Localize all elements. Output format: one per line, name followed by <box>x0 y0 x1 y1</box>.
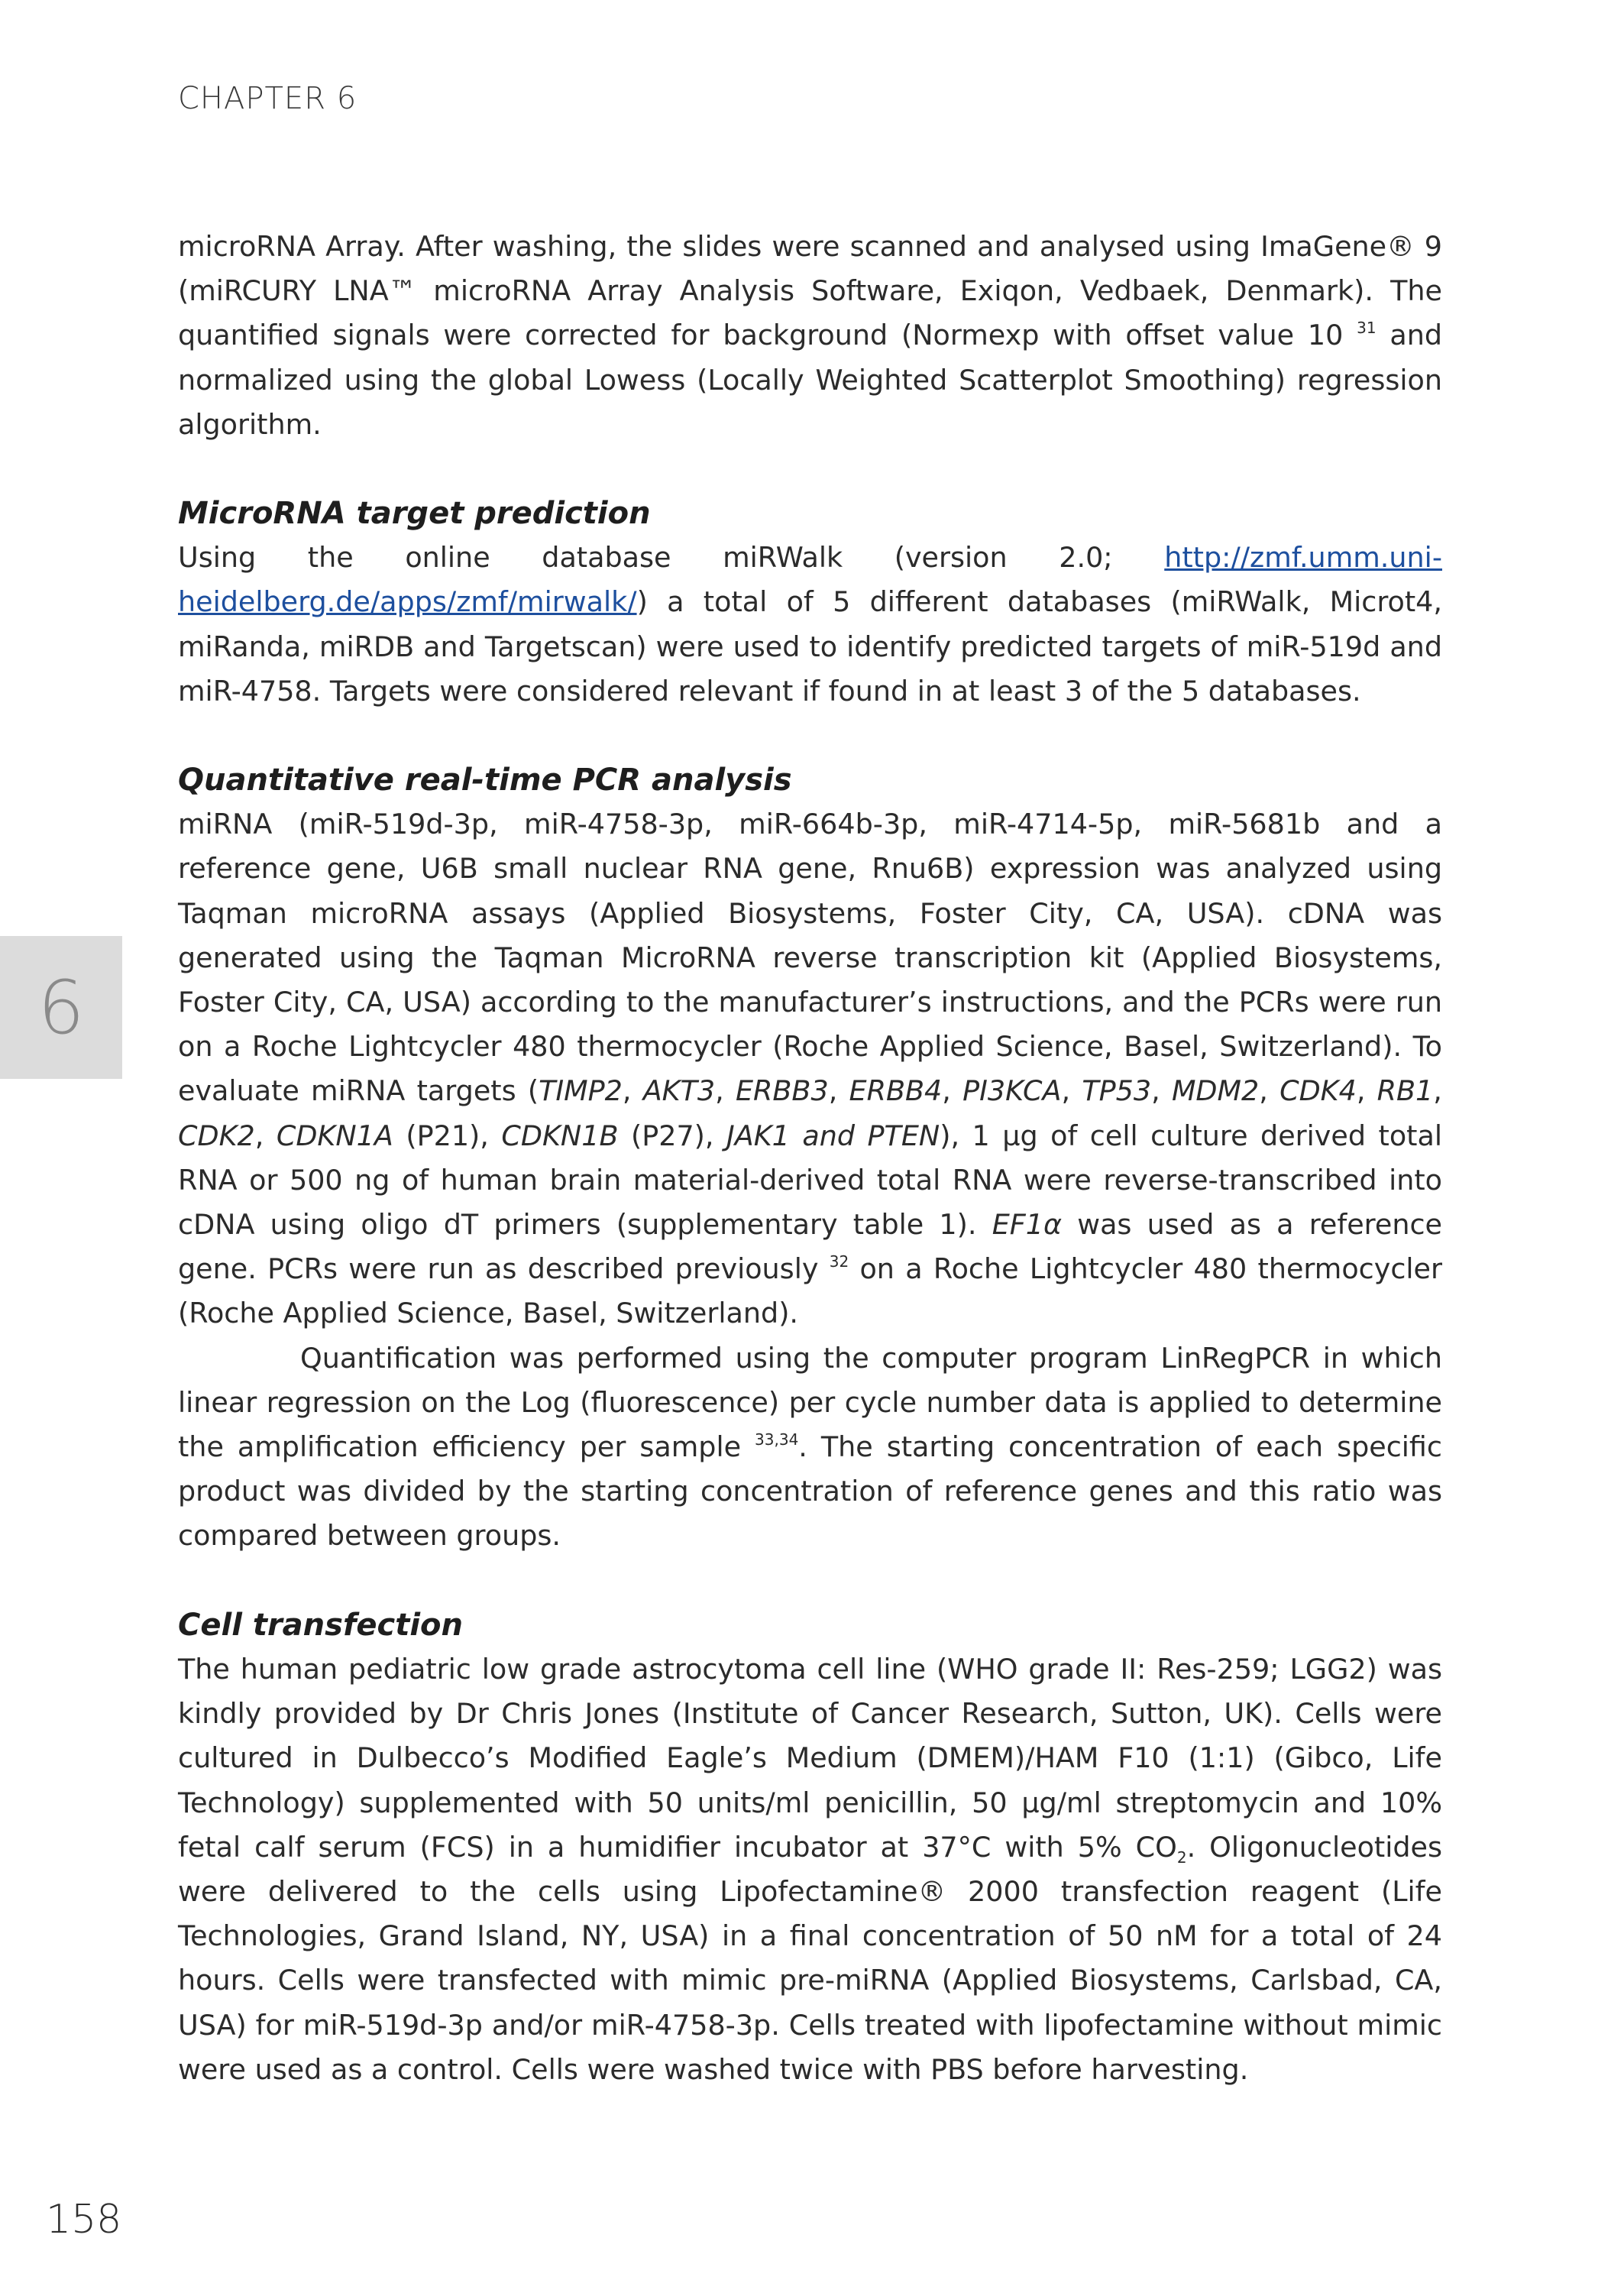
gene-name: ERBB4 <box>849 1074 943 1108</box>
paragraph-array-analysis <box>178 225 1442 447</box>
text: , <box>254 1119 277 1152</box>
citation: 32 <box>829 1252 849 1271</box>
running-head: CHAPTER 6 <box>178 81 357 116</box>
heading-cell-transfection: Cell transfection <box>178 1607 463 1643</box>
gene-name: CDK4 <box>1279 1074 1357 1108</box>
gene-name: MDM2 <box>1171 1074 1260 1108</box>
gene-name: JAK1 and PTEN <box>726 1119 940 1152</box>
citation: 31 <box>1357 319 1377 338</box>
paragraph-target-prediction <box>178 536 1442 714</box>
text: Quantification was performed using the computer program LinRegPCR in which linear regression on the Log (fluorescence) per cycle number data is applied to determine the amplification efficiency per sample <box>178 1341 1442 1464</box>
text: ), 1 µg of cell culture derived total RNA or 500 ng of human brain material-derived total RNA were reverse-transcribed into cDNA using oligo dT primers (supplementary table 1). <box>178 1119 1442 1242</box>
gene-name: TP53 <box>1082 1074 1152 1108</box>
chapter-tab <box>0 936 122 1079</box>
gene-name: EF1α <box>992 1208 1063 1242</box>
text: , <box>1433 1074 1442 1108</box>
chapter-tab-number: 6 <box>37 964 85 1051</box>
page-number: 158 <box>46 2197 122 2243</box>
citation: 33,34 <box>755 1430 799 1449</box>
text: on a Roche Lightcycler 480 thermocycler (Roche Applied Science, Basel, Switzerland). <box>178 1252 1442 1330</box>
text: , <box>1356 1074 1377 1108</box>
gene-name: CDK2 <box>178 1119 255 1152</box>
heading-target-prediction: MicroRNA target prediction <box>178 496 651 532</box>
spacer <box>178 714 1442 758</box>
text: , <box>828 1074 849 1108</box>
text: (P21), <box>393 1119 502 1152</box>
text: , <box>942 1074 963 1108</box>
gene-name: TIMP2 <box>539 1074 623 1108</box>
text: , <box>1061 1074 1082 1108</box>
text: The human pediatric low grade astrocytoma cell line (WHO grade II: Res-259; LGG2) was kindly provided by Dr Chris Jones (Institute of Cancer Research, Sutton, UK). Cells were cultured in Dulbecco’s Modified Eagle’s Medium (DMEM)/HAM F10 (1:1) (Gibco, Life Technology) supplemented with 50 units/ml penicillin, 50 µg/ml streptomycin and 10% fetal calf serum (FCS) in a humidifier incubator at 37°C with 5% CO <box>178 1652 1442 1864</box>
text: Using the online database miRWalk (version 2.0; <box>178 541 1165 575</box>
spacer <box>178 1559 1442 1603</box>
paragraph-cell-transfection <box>178 1647 1442 2092</box>
text: miRNA (miR-519d-3p, miR-4758-3p, miR-664b-3p, miR-4714-5p, miR-5681b and a reference gene, U6B small nuclear RNA gene, Rnu6B) expression was analyzed using Taqman microRNA assays (Applied Biosystems, Foster City, CA, USA). cDNA was generated using the Taqman MicroRNA reverse transcription kit (Applied Biosystems, Foster City, CA, USA) according to the manufacturer’s instructions, and the PCRs were run on a Roche Lightcycler 480 thermocycler (Roche Applied Science, Basel, Switzerland). To evaluate miRNA targets ( <box>178 808 1442 1108</box>
gene-name: CDKN1B <box>501 1119 619 1152</box>
body-text <box>178 225 1442 2092</box>
gene-name: PI3KCA <box>962 1074 1062 1108</box>
text: ) a total of 5 different databases (miRWalk, Microt4, miRanda, miRDB and Targetscan) were used to identify predicted targets of miR-519d and miR-4758. Targets were considered relevant if found in at least 3 of the 5 databases. <box>178 585 1442 708</box>
gene-name: AKT3 <box>642 1074 716 1108</box>
text: , <box>1151 1074 1172 1108</box>
text: . The starting concentration of each specific product was divided by the starting concentration of reference genes and this ratio was compared between groups. <box>178 1430 1442 1553</box>
gene-name: RB1 <box>1377 1074 1434 1108</box>
gene-name: CDKN1A <box>276 1119 393 1152</box>
text: , <box>715 1074 736 1108</box>
text: , <box>1259 1074 1280 1108</box>
gene-name: ERBB3 <box>735 1074 829 1108</box>
spacer <box>178 447 1442 491</box>
text: microRNA Array. After washing, the slides were scanned and analysed using ImaGene® 9 (miRCURY LNA™ microRNA Array Analysis Software, Exiqon, Vedbaek, Denmark). The quantified signals were corrected for background (Normexp with offset value 10 <box>178 230 1442 352</box>
mirwalk-link[interactable]: http://zmf.umm.uni-heidelberg.de/apps/zmf/mirwalk/ <box>178 541 1442 619</box>
text: . Oligonucleotides were delivered to the cells using Lipofectamine® 2000 transfection reagent (Life Technologies, Grand Island, NY, USA) in a final concentration of 50 nM for a total of 24 hours. Cells were transfected with mimic pre-miRNA (Applied Biosystems, Carlsbad, CA, USA) for miR-519d-3p and/or miR-4758-3p. Cells treated with lipofectamine without mimic were used as a control. Cells were washed twice with PBS before harvesting. <box>178 1830 1442 2086</box>
paragraph-qpcr <box>178 802 1442 1336</box>
heading-qpcr: Quantitative real-time PCR analysis <box>178 763 792 798</box>
text: and normalized using the global Lowess (Locally Weighted Scatterplot Smoothing) regression algorithm. <box>178 319 1442 441</box>
text: (P27), <box>618 1119 726 1152</box>
subscript: 2 <box>1176 1848 1187 1867</box>
text: was used as a reference gene. PCRs were run as described previously <box>178 1208 1442 1286</box>
paragraph-quantification <box>178 1336 1442 1559</box>
text: , <box>622 1074 643 1108</box>
